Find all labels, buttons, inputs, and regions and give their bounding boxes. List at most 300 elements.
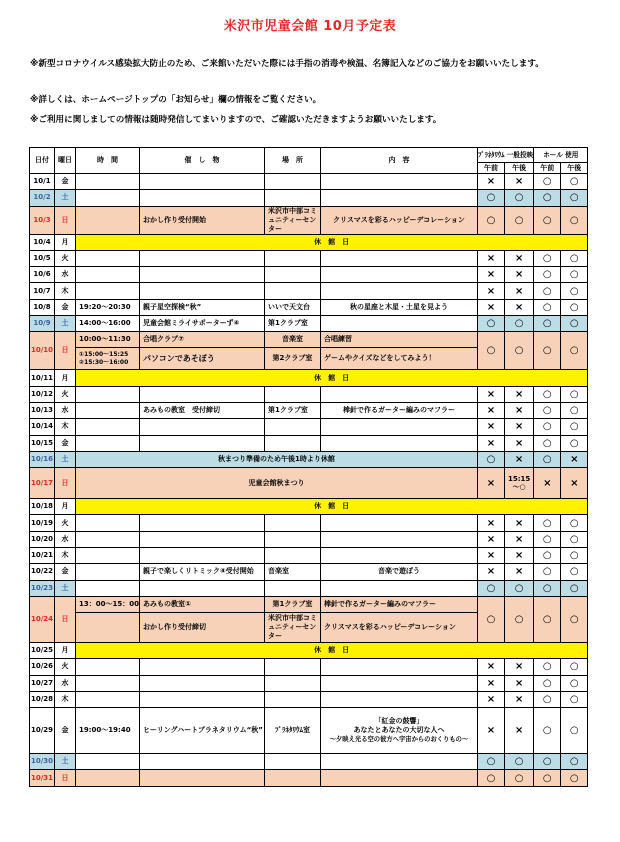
time-cell: 14:00～16:00 bbox=[76, 316, 140, 332]
status-planetarium-am: ○ bbox=[477, 190, 504, 206]
status-planetarium-am: × bbox=[477, 548, 504, 564]
status-hall-am: × bbox=[534, 468, 561, 499]
time-slot-2: ②15:30～16:00 bbox=[79, 358, 129, 366]
header-weekday: 曜日 bbox=[55, 148, 76, 174]
status-hall-pm: ○ bbox=[561, 206, 588, 234]
status-planetarium-pm: 15:15～○ bbox=[504, 468, 533, 499]
status-planetarium-pm: × bbox=[504, 267, 533, 283]
place-cell: 第1クラブ室 bbox=[264, 402, 320, 418]
header-hall: ホール 使用 bbox=[534, 148, 588, 163]
weekday-cell: 月 bbox=[55, 370, 76, 386]
event-cell: パソコンであそぼう bbox=[139, 348, 264, 370]
status-planetarium-pm: × bbox=[504, 174, 533, 190]
event-cell bbox=[139, 691, 264, 707]
status-hall-am: ○ bbox=[534, 770, 561, 786]
table-row bbox=[30, 564, 588, 580]
content-cell bbox=[320, 708, 477, 754]
status-planetarium-am: × bbox=[477, 299, 504, 315]
content-cell bbox=[320, 316, 477, 332]
event-cell bbox=[139, 770, 264, 786]
time-cell bbox=[76, 580, 140, 596]
weekday-cell: 土 bbox=[55, 580, 76, 596]
status-planetarium-am: × bbox=[477, 267, 504, 283]
date-cell: 10/7 bbox=[30, 283, 55, 299]
table-row bbox=[30, 770, 588, 786]
content-line-2: あなたとあなたの大切な人へ bbox=[353, 726, 445, 735]
date-cell: 10/17 bbox=[30, 468, 55, 499]
event-cell: あみもの教室① bbox=[139, 596, 264, 612]
place-cell: 第1クラブ室 bbox=[264, 596, 320, 612]
time-cell bbox=[76, 675, 140, 691]
place-cell: 米沢市中部コミュニティーセンター bbox=[264, 206, 320, 234]
status-planetarium-pm: × bbox=[504, 299, 533, 315]
date-cell: 10/12 bbox=[30, 386, 55, 402]
date-cell: 10/10 bbox=[30, 332, 55, 370]
table-row bbox=[30, 515, 588, 531]
status-planetarium-am: × bbox=[477, 531, 504, 547]
status-hall-am: ○ bbox=[534, 283, 561, 299]
date-cell: 10/23 bbox=[30, 580, 55, 596]
page-title: 米沢市児童会館 10月予定表 bbox=[223, 19, 397, 34]
time-cell bbox=[76, 419, 140, 435]
weekday-cell: 火 bbox=[55, 250, 76, 266]
date-cell: 10/19 bbox=[30, 515, 55, 531]
status-planetarium-pm: ○ bbox=[504, 190, 533, 206]
date-cell: 10/26 bbox=[30, 659, 55, 675]
status-hall-pm: ○ bbox=[561, 435, 588, 451]
weekday-cell: 土 bbox=[55, 451, 76, 467]
status-planetarium-am: ○ bbox=[477, 316, 504, 332]
status-planetarium-am: × bbox=[477, 419, 504, 435]
time-cell bbox=[76, 691, 140, 707]
status-planetarium-pm: ○ bbox=[504, 596, 533, 642]
status-hall-am: ○ bbox=[534, 250, 561, 266]
place-cell bbox=[264, 691, 320, 707]
weekday-cell: 火 bbox=[55, 386, 76, 402]
content-cell bbox=[320, 190, 477, 206]
status-hall-am: ○ bbox=[534, 580, 561, 596]
status-planetarium-am: × bbox=[477, 515, 504, 531]
place-cell bbox=[264, 250, 320, 266]
status-hall-am: ○ bbox=[534, 531, 561, 547]
status-hall-pm: ○ bbox=[561, 419, 588, 435]
time-cell bbox=[76, 548, 140, 564]
status-planetarium-pm: × bbox=[504, 548, 533, 564]
content-cell: 音楽で遊ぼう bbox=[320, 564, 477, 580]
content-cell bbox=[320, 531, 477, 547]
header-date: 日付 bbox=[30, 148, 55, 174]
time-cell: 19:20～20:30 bbox=[76, 299, 140, 315]
place-cell bbox=[264, 386, 320, 402]
status-hall-am: ○ bbox=[534, 332, 561, 370]
place-cell: 米沢市中部コミュニティーセンター bbox=[264, 612, 320, 642]
table-row bbox=[30, 451, 588, 467]
content-cell bbox=[320, 770, 477, 786]
content-line-1: 「紅金の鼓響」 bbox=[374, 717, 424, 726]
table-row bbox=[30, 332, 588, 348]
time-cell bbox=[76, 250, 140, 266]
status-planetarium-pm: × bbox=[504, 435, 533, 451]
content-cell bbox=[320, 386, 477, 402]
header-planetarium-pm: 午後 bbox=[504, 163, 533, 174]
status-planetarium-pm: × bbox=[504, 250, 533, 266]
place-cell bbox=[264, 190, 320, 206]
time-cell bbox=[76, 402, 140, 418]
status-planetarium-am: × bbox=[477, 659, 504, 675]
status-planetarium-pm: ○ bbox=[504, 332, 533, 370]
status-hall-pm: ○ bbox=[561, 283, 588, 299]
weekday-cell: 日 bbox=[55, 206, 76, 234]
status-hall-pm: ○ bbox=[561, 316, 588, 332]
time-cell bbox=[76, 770, 140, 786]
event-cell: あみもの教室 受付締切 bbox=[139, 402, 264, 418]
table-row bbox=[30, 267, 588, 283]
header-time: 時 間 bbox=[76, 148, 140, 174]
weekday-cell: 金 bbox=[55, 564, 76, 580]
date-cell: 10/20 bbox=[30, 531, 55, 547]
status-hall-pm: × bbox=[561, 468, 588, 499]
content-cell: クリスマスを彩るハッピーデコレーション bbox=[320, 612, 477, 642]
time-cell bbox=[76, 531, 140, 547]
content-cell bbox=[320, 675, 477, 691]
time-cell: 13：00～15：00 bbox=[76, 596, 140, 612]
date-cell: 10/8 bbox=[30, 299, 55, 315]
status-planetarium-pm: ○ bbox=[504, 206, 533, 234]
festival-cell: 児童会館秋まつり bbox=[76, 468, 478, 499]
status-hall-am: ○ bbox=[534, 190, 561, 206]
event-cell bbox=[139, 754, 264, 770]
status-planetarium-pm: × bbox=[504, 451, 533, 467]
event-cell bbox=[139, 675, 264, 691]
time-cell bbox=[76, 348, 140, 370]
status-hall-pm: ○ bbox=[561, 174, 588, 190]
status-hall-am: ○ bbox=[534, 515, 561, 531]
weekday-cell: 水 bbox=[55, 531, 76, 547]
time-cell bbox=[76, 206, 140, 234]
event-cell bbox=[139, 174, 264, 190]
date-cell: 10/30 bbox=[30, 754, 55, 770]
place-cell bbox=[264, 770, 320, 786]
table-row bbox=[30, 402, 588, 418]
table-row bbox=[30, 708, 588, 754]
table-row bbox=[30, 596, 588, 612]
weekday-cell: 金 bbox=[55, 708, 76, 754]
event-cell bbox=[139, 250, 264, 266]
status-hall-am: ○ bbox=[534, 386, 561, 402]
status-hall-pm: ○ bbox=[561, 596, 588, 642]
time-cell bbox=[76, 564, 140, 580]
header-planetarium-am: 午前 bbox=[477, 163, 504, 174]
table-row bbox=[30, 190, 588, 206]
place-cell bbox=[264, 580, 320, 596]
weekday-cell: 木 bbox=[55, 419, 76, 435]
place-cell bbox=[264, 659, 320, 675]
status-hall-pm: ○ bbox=[561, 267, 588, 283]
date-cell: 10/25 bbox=[30, 642, 55, 658]
weekday-cell: 日 bbox=[55, 770, 76, 786]
content-cell: 合唱練習 bbox=[320, 332, 477, 348]
header-planetarium: ﾌﾟﾗﾈﾀﾘｳﾑ 一般投映 bbox=[477, 148, 533, 163]
place-cell: 音楽室 bbox=[264, 332, 320, 348]
event-cell: ヒーリングハートプラネタリウム“秋” bbox=[139, 708, 264, 754]
status-planetarium-am: × bbox=[477, 402, 504, 418]
weekday-cell: 金 bbox=[55, 174, 76, 190]
status-hall-pm: × bbox=[561, 451, 588, 467]
status-hall-pm: ○ bbox=[561, 299, 588, 315]
content-cell bbox=[320, 691, 477, 707]
time-slot-1: ①15:00～15:25 bbox=[79, 350, 129, 358]
status-hall-am: ○ bbox=[534, 564, 561, 580]
time-cell: 10:00～11:30 bbox=[76, 332, 140, 348]
status-planetarium-pm: × bbox=[504, 564, 533, 580]
status-hall-pm: ○ bbox=[561, 515, 588, 531]
status-planetarium-pm: × bbox=[504, 691, 533, 707]
place-cell bbox=[264, 435, 320, 451]
event-cell: おかし作り受付開始 bbox=[139, 206, 264, 234]
table-row bbox=[30, 386, 588, 402]
status-planetarium-pm: ○ bbox=[504, 580, 533, 596]
event-cell bbox=[139, 435, 264, 451]
table-row bbox=[30, 580, 588, 596]
status-hall-pm: ○ bbox=[561, 190, 588, 206]
weekday-cell: 金 bbox=[55, 435, 76, 451]
status-hall-am: ○ bbox=[534, 206, 561, 234]
place-cell: ﾌﾟﾗﾈﾀﾘｳﾑ室 bbox=[264, 708, 320, 754]
status-planetarium-pm: × bbox=[504, 283, 533, 299]
table-row bbox=[30, 659, 588, 675]
weekday-cell: 日 bbox=[55, 332, 76, 370]
header-place: 場 所 bbox=[264, 148, 320, 174]
status-hall-am: ○ bbox=[534, 419, 561, 435]
event-cell bbox=[139, 267, 264, 283]
status-hall-am: ○ bbox=[534, 435, 561, 451]
time-cell bbox=[76, 283, 140, 299]
weekday-cell: 月 bbox=[55, 234, 76, 250]
status-hall-pm: ○ bbox=[561, 386, 588, 402]
header-event: 催 し 物 bbox=[139, 148, 264, 174]
place-cell bbox=[264, 267, 320, 283]
event-cell bbox=[139, 190, 264, 206]
weekday-cell: 木 bbox=[55, 283, 76, 299]
status-hall-pm: ○ bbox=[561, 754, 588, 770]
status-hall-am: ○ bbox=[534, 691, 561, 707]
header-content: 内 容 bbox=[320, 148, 477, 174]
status-planetarium-am: ○ bbox=[477, 332, 504, 370]
table-row bbox=[30, 174, 588, 190]
content-cell bbox=[320, 419, 477, 435]
event-cell bbox=[139, 580, 264, 596]
time-cell: 19:00～19:40 bbox=[76, 708, 140, 754]
status-planetarium-am: × bbox=[477, 564, 504, 580]
status-hall-pm: ○ bbox=[561, 402, 588, 418]
table-row bbox=[30, 691, 588, 707]
notice-1: ※新型コロナウイルス感染拡大防止のため、ご来館いただいた際には手指の消毒や検温、名簿記入などのご協力をお願いいたします。 bbox=[30, 59, 544, 69]
place-cell bbox=[264, 515, 320, 531]
status-planetarium-pm: × bbox=[504, 708, 533, 754]
date-cell: 10/28 bbox=[30, 691, 55, 707]
status-planetarium-am: ○ bbox=[477, 754, 504, 770]
content-cell: 棒針で作るガーター編みのマフラー bbox=[320, 596, 477, 612]
table-row bbox=[30, 675, 588, 691]
status-hall-pm: ○ bbox=[561, 708, 588, 754]
status-planetarium-am: × bbox=[477, 250, 504, 266]
table-row bbox=[30, 548, 588, 564]
closed-day-cell: 休 館 日 bbox=[76, 370, 588, 386]
date-cell: 10/18 bbox=[30, 499, 55, 515]
header-hall-pm: 午後 bbox=[561, 163, 588, 174]
content-cell bbox=[320, 250, 477, 266]
status-planetarium-am: × bbox=[477, 174, 504, 190]
event-cell: おかし作り受付締切 bbox=[139, 612, 264, 642]
date-cell: 10/5 bbox=[30, 250, 55, 266]
status-planetarium-pm: × bbox=[504, 515, 533, 531]
status-planetarium-pm: × bbox=[504, 675, 533, 691]
status-hall-pm: ○ bbox=[561, 548, 588, 564]
status-planetarium-am: × bbox=[477, 691, 504, 707]
date-cell: 10/21 bbox=[30, 548, 55, 564]
date-cell: 10/14 bbox=[30, 419, 55, 435]
weekday-cell: 日 bbox=[55, 596, 76, 642]
place-cell bbox=[264, 531, 320, 547]
table-row bbox=[30, 468, 588, 499]
content-cell: ゲームやクイズなどをしてみよう！ bbox=[320, 348, 477, 370]
date-cell: 10/22 bbox=[30, 564, 55, 580]
status-hall-am: ○ bbox=[534, 402, 561, 418]
time-cell bbox=[76, 386, 140, 402]
status-planetarium-pm: ○ bbox=[504, 770, 533, 786]
event-cell bbox=[139, 386, 264, 402]
place-cell bbox=[264, 675, 320, 691]
place-cell bbox=[264, 283, 320, 299]
table-row bbox=[30, 435, 588, 451]
time-cell bbox=[76, 174, 140, 190]
table-row bbox=[30, 316, 588, 332]
event-cell bbox=[139, 531, 264, 547]
event-cell: 合唱クラブ⑦ bbox=[139, 332, 264, 348]
event-cell bbox=[139, 515, 264, 531]
status-planetarium-am: × bbox=[477, 283, 504, 299]
event-cell bbox=[139, 283, 264, 299]
table-row bbox=[30, 642, 588, 658]
status-hall-pm: ○ bbox=[561, 659, 588, 675]
status-hall-pm: ○ bbox=[561, 564, 588, 580]
status-planetarium-pm: × bbox=[504, 531, 533, 547]
status-hall-am: ○ bbox=[534, 596, 561, 642]
status-planetarium-am: × bbox=[477, 435, 504, 451]
status-planetarium-pm: × bbox=[504, 419, 533, 435]
closed-day-cell: 休 館 日 bbox=[76, 499, 588, 515]
event-cell: 児童会館ミライサポーターず④ bbox=[139, 316, 264, 332]
content-cell: クリスマスを彩るハッピーデコレーション bbox=[320, 206, 477, 234]
time-cell bbox=[76, 267, 140, 283]
weekday-cell: 土 bbox=[55, 316, 76, 332]
content-cell bbox=[320, 580, 477, 596]
table-row bbox=[30, 419, 588, 435]
date-cell: 10/29 bbox=[30, 708, 55, 754]
event-cell bbox=[139, 659, 264, 675]
date-cell: 10/15 bbox=[30, 435, 55, 451]
date-cell: 10/3 bbox=[30, 206, 55, 234]
event-cell bbox=[139, 548, 264, 564]
closure-note-cell: 秋まつり準備のため午後1時より休館 bbox=[76, 451, 478, 467]
place-cell: 音楽室 bbox=[264, 564, 320, 580]
content-cell bbox=[320, 754, 477, 770]
content-cell bbox=[320, 174, 477, 190]
content-cell bbox=[320, 435, 477, 451]
date-cell: 10/1 bbox=[30, 174, 55, 190]
content-cell: 秋の星座と木星・土星を見よう bbox=[320, 299, 477, 315]
place-cell bbox=[264, 419, 320, 435]
date-cell: 10/11 bbox=[30, 370, 55, 386]
weekday-cell: 火 bbox=[55, 659, 76, 675]
content-cell bbox=[320, 548, 477, 564]
weekday-cell: 水 bbox=[55, 267, 76, 283]
status-hall-am: ○ bbox=[534, 548, 561, 564]
table-row bbox=[30, 206, 588, 234]
status-planetarium-pm: × bbox=[504, 402, 533, 418]
content-cell bbox=[320, 267, 477, 283]
table-row bbox=[30, 234, 588, 250]
status-hall-am: ○ bbox=[534, 659, 561, 675]
table-row bbox=[30, 499, 588, 515]
event-cell: 親子星空探検“秋” bbox=[139, 299, 264, 315]
weekday-cell: 土 bbox=[55, 754, 76, 770]
status-hall-am: ○ bbox=[534, 316, 561, 332]
weekday-cell: 金 bbox=[55, 299, 76, 315]
place-cell: いいで天文台 bbox=[264, 299, 320, 315]
status-hall-pm: ○ bbox=[561, 770, 588, 786]
date-cell: 10/31 bbox=[30, 770, 55, 786]
place-cell: 第2クラブ室 bbox=[264, 348, 320, 370]
status-planetarium-am: × bbox=[477, 675, 504, 691]
weekday-cell: 月 bbox=[55, 499, 76, 515]
status-planetarium-pm: × bbox=[504, 386, 533, 402]
status-hall-pm: ○ bbox=[561, 691, 588, 707]
notice-2: ※詳しくは、ホームページトップの「お知らせ」欄の情報をご覧ください。 bbox=[30, 95, 322, 105]
time-cell bbox=[76, 612, 140, 642]
place-cell: 第1クラブ室 bbox=[264, 316, 320, 332]
content-cell bbox=[320, 515, 477, 531]
weekday-cell: 土 bbox=[55, 190, 76, 206]
status-planetarium-am: ○ bbox=[477, 206, 504, 234]
table-row bbox=[30, 370, 588, 386]
weekday-cell: 月 bbox=[55, 642, 76, 658]
content-cell bbox=[320, 283, 477, 299]
status-planetarium-pm: ○ bbox=[504, 316, 533, 332]
status-planetarium-am: ○ bbox=[477, 596, 504, 642]
status-hall-pm: ○ bbox=[561, 580, 588, 596]
closed-day-cell: 休 館 日 bbox=[76, 642, 588, 658]
time-cell bbox=[76, 754, 140, 770]
status-planetarium-am: × bbox=[477, 468, 504, 499]
status-planetarium-am: ○ bbox=[477, 770, 504, 786]
time-cell bbox=[76, 435, 140, 451]
status-planetarium-am: × bbox=[477, 386, 504, 402]
weekday-cell: 火 bbox=[55, 515, 76, 531]
date-cell: 10/4 bbox=[30, 234, 55, 250]
weekday-cell: 木 bbox=[55, 548, 76, 564]
closed-day-cell: 休 館 日 bbox=[76, 234, 588, 250]
content-cell bbox=[320, 659, 477, 675]
weekday-cell: 木 bbox=[55, 691, 76, 707]
status-hall-pm: ○ bbox=[561, 250, 588, 266]
status-planetarium-am: ○ bbox=[477, 451, 504, 467]
table-row bbox=[30, 531, 588, 547]
date-cell: 10/27 bbox=[30, 675, 55, 691]
notice-3: ※ご利用に関しましての情報は随時発信してまいりますので、ご確認いただきますようお願いいたします。 bbox=[30, 115, 442, 125]
content-cell: 棒針で作るガーター編みのマフラー bbox=[320, 402, 477, 418]
date-cell: 10/16 bbox=[30, 451, 55, 467]
